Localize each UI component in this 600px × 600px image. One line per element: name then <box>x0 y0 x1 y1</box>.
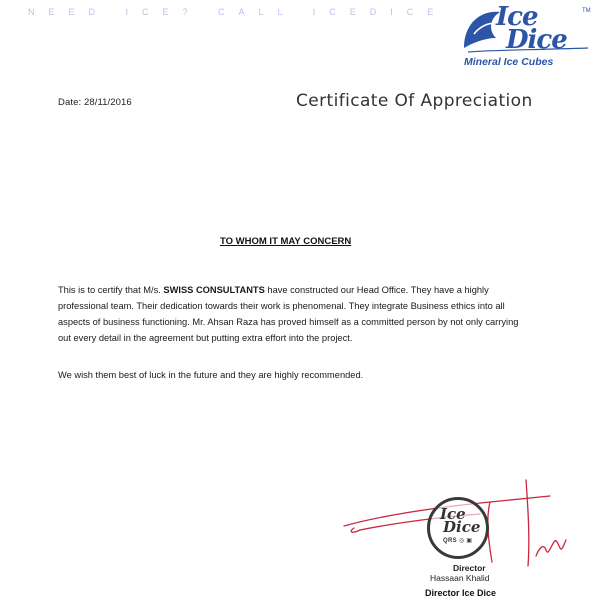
logo-wordmark <box>496 2 567 55</box>
certificate-date: Date: 28/11/2016 <box>58 97 132 108</box>
paragraph-1-intro: This is to certify that M/s. <box>58 285 161 295</box>
company-name: SWISS CONSULTANTS <box>163 285 265 295</box>
trademark-mark: TM <box>582 8 591 14</box>
signatory-role: Director <box>453 563 486 573</box>
body-paragraph-1 <box>58 282 530 346</box>
signatory-name: Hassaan Khalid <box>430 573 490 583</box>
logo-tagline: Mineral Ice Cubes <box>464 56 554 68</box>
ice-dice-logo <box>460 4 590 72</box>
logo-word-dice: Dice <box>506 25 567 55</box>
paragraph-1-body: have constructed our Head Office. They have a highly professional team. Their dedication towards their work is phenomenal. They integrate Business ethics into all aspects of business functioning. Mr. Ahsan Raza has proved himself as a committed person by not only carrying out every detail in the agreement but putting extra effort into the project. <box>58 285 519 343</box>
stamp-word-dice: Dice <box>443 518 481 536</box>
header-strip-text: NEED ICE? CALL ICEDICE <box>28 7 448 17</box>
logo-word-ice: Ice <box>496 2 538 32</box>
certificate-title: Certificate Of Appreciation <box>296 91 533 111</box>
body-paragraph-2: We wish them best of luck in the future and they are highly recommended. <box>58 370 364 380</box>
company-stamp <box>427 497 489 559</box>
signatory-title: Director Ice Dice <box>425 588 497 598</box>
stamp-word-ice: Ice <box>440 505 466 523</box>
stamp-certification-marks: QRS ◎ ▣ <box>443 538 473 544</box>
stamp-wordmark <box>440 505 481 536</box>
salutation-heading: TO WHOM IT MAY CONCERN <box>220 236 352 247</box>
